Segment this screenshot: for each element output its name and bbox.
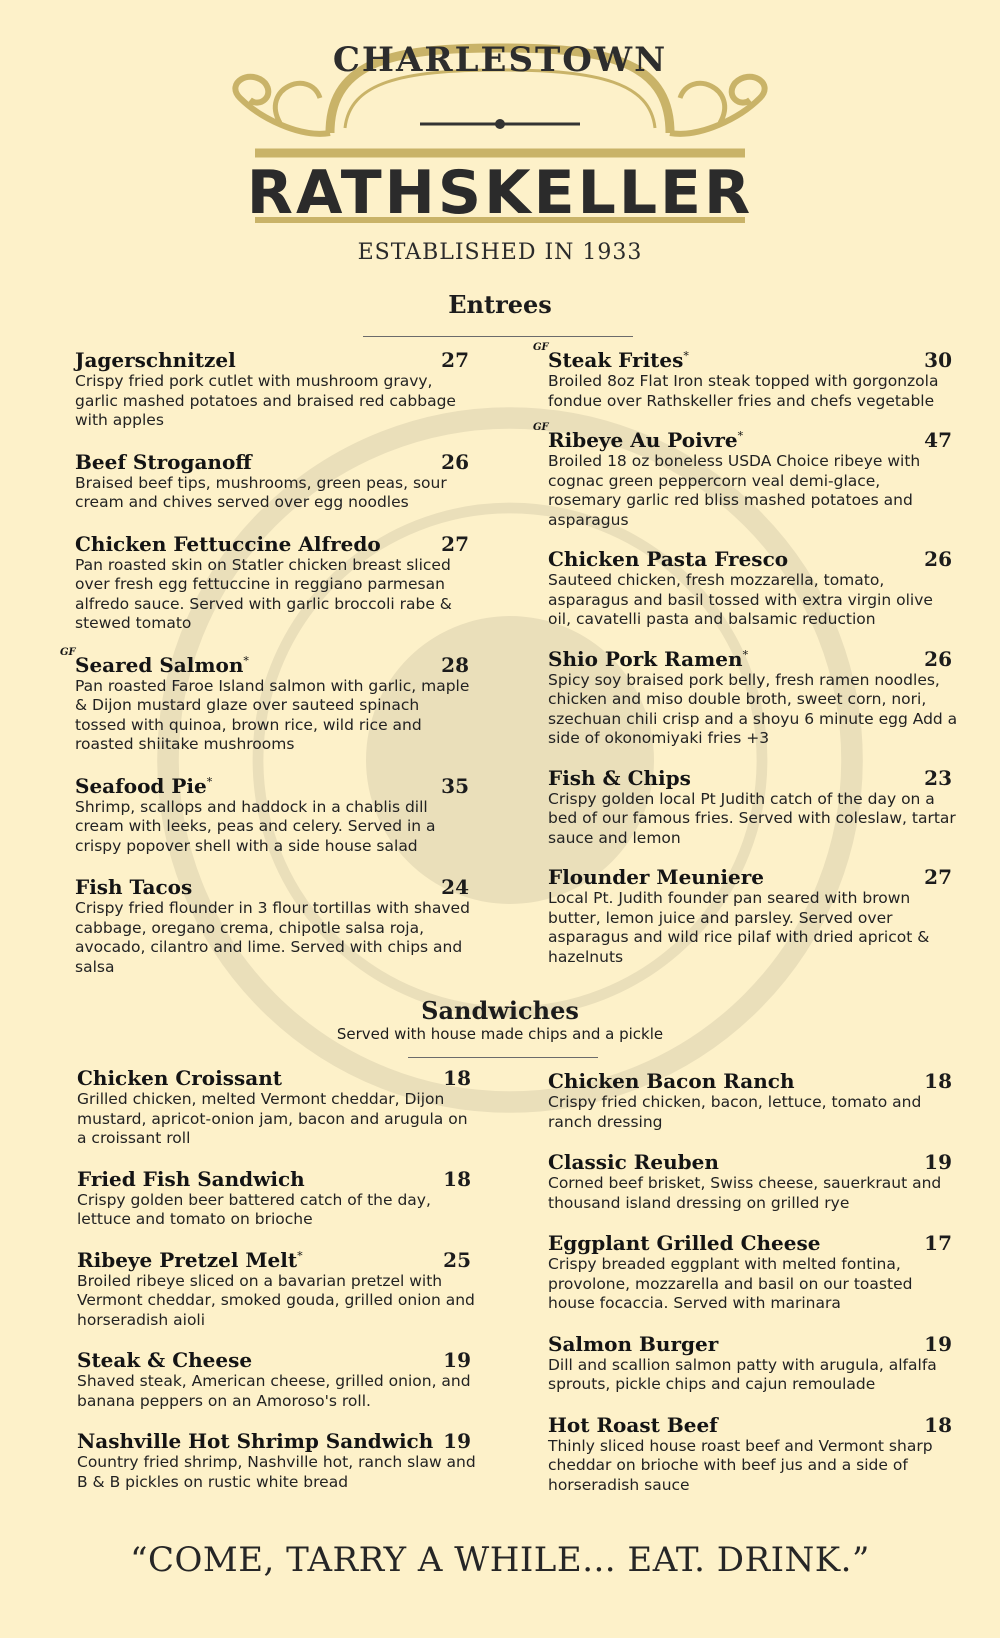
menu-item-price: 25 xyxy=(443,1247,471,1272)
menu-item-header xyxy=(77,1066,477,1090)
entrees-left-column xyxy=(60,348,475,977)
logo xyxy=(0,0,1000,280)
menu-item-header xyxy=(75,348,475,372)
menu-item-price: 18 xyxy=(924,1412,952,1437)
menu-item-price: 26 xyxy=(441,449,469,474)
menu-item-header xyxy=(75,774,475,798)
menu-item-description: Crispy fried pork cutlet with mushroom gravy, garlic mashed potatoes and braised red cabbage with apples xyxy=(75,372,456,429)
menu-item xyxy=(75,532,475,634)
menu-item-header xyxy=(75,875,475,899)
menu-item-description: Corned beef brisket, Swiss cheese, sauerkraut and thousand island dressing on grilled rye xyxy=(548,1174,942,1212)
menu-item xyxy=(77,1429,477,1492)
entrees-right-column xyxy=(533,342,958,967)
menu-item-price: 19 xyxy=(443,1429,471,1453)
sandwiches-divider xyxy=(408,1057,598,1058)
menu-item-name-text: Shio Pork Ramen xyxy=(548,646,743,671)
menu-item-name xyxy=(60,646,249,677)
menu-item-description: Crispy golden local Pt Judith catch of the day on a bed of our famous fries. Served with coleslaw, tartar sauce and lemon xyxy=(548,789,956,847)
menu-item-price: 47 xyxy=(924,428,952,452)
menu-item xyxy=(548,1231,958,1314)
menu-item-header xyxy=(548,547,958,571)
menu-item-price: 19 xyxy=(443,1348,471,1372)
menu-item-name xyxy=(548,1150,719,1174)
menu-item-description: Crispy breaded eggplant with melted fontina, provolone, mozzarella and basil on our toasted house focaccia. Served with marinara xyxy=(548,1255,913,1312)
menu-item xyxy=(77,1248,477,1331)
entrees-title: Entrees xyxy=(448,290,552,319)
sandwiches-title: Sandwiches xyxy=(421,996,579,1025)
menu-item-name-text: Steak & Cheese xyxy=(77,1348,253,1372)
menu-item-header xyxy=(75,450,475,474)
sandwiches-subtitle: Served with house made chips and a pickle xyxy=(336,1025,664,1043)
menu-item-header xyxy=(77,1248,477,1272)
menu-item xyxy=(75,774,475,857)
menu-item-name xyxy=(548,647,748,671)
menu-item xyxy=(533,342,958,411)
menu-item-name-text: Chicken Croissant xyxy=(77,1066,282,1090)
menu-item-name xyxy=(75,450,252,474)
menu-item-name-text: Steak Frites xyxy=(548,348,684,372)
menu-item xyxy=(548,766,958,849)
entrees-divider xyxy=(363,336,633,337)
menu-item-name-text: Ribeye Pretzel Melt xyxy=(77,1247,298,1272)
menu-item-name-text: Fried Fish Sandwich xyxy=(77,1166,305,1191)
raw-warning-asterisk: * xyxy=(737,429,744,443)
menu-item-description: Pan roasted Faroe Island salmon with garlic, maple & Dijon mustard glaze over sauteed spinach tossed with quinoa, brown rice, wild rice and roasted shiitake mushrooms xyxy=(75,676,470,753)
menu-item-description: Dill and scallion salmon patty with arugula, alfalfa sprouts, pickle chips and cajun remoulade xyxy=(548,1355,937,1393)
menu-item-name-text: Fish & Chips xyxy=(548,765,691,790)
menu-item-name-text: Seared Salmon xyxy=(75,652,244,677)
menu-item-header xyxy=(548,865,958,889)
menu-item xyxy=(60,646,475,755)
menu-item-name xyxy=(75,532,381,556)
menu-item-price: 28 xyxy=(441,652,469,677)
menu-item-price: 23 xyxy=(924,765,952,790)
gluten-free-badge: GF xyxy=(533,342,549,353)
raw-warning-asterisk: * xyxy=(297,1248,303,1262)
menu-item xyxy=(75,875,475,977)
menu-item-price: 24 xyxy=(441,875,469,899)
menu-item-price: 30 xyxy=(924,348,952,372)
menu-item-price: 18 xyxy=(924,1069,952,1093)
menu-item-header xyxy=(548,766,958,790)
menu-item-name-text: Ribeye Au Poivre xyxy=(548,428,738,452)
menu-item-name xyxy=(533,342,689,372)
menu-item-name-text: Hot Roast Beef xyxy=(548,1412,718,1437)
menu-item-name xyxy=(548,1069,795,1093)
menu-item-price: 18 xyxy=(443,1066,471,1090)
menu-item-name xyxy=(548,1231,820,1255)
menu-item xyxy=(533,422,958,530)
menu-item-name-text: Flounder Meuniere xyxy=(548,865,764,889)
menu-item xyxy=(548,1332,958,1395)
menu-item-header xyxy=(548,1332,958,1356)
menu-item-name-text: Salmon Burger xyxy=(548,1331,719,1356)
menu-item-header xyxy=(548,647,958,671)
menu-item-description: Shaved steak, American cheese, grilled onion, and banana peppers on an Amoroso's roll. xyxy=(77,1372,471,1410)
menu-item xyxy=(77,1348,477,1411)
menu-item-name-text: Eggplant Grilled Cheese xyxy=(548,1231,821,1255)
menu-item-name xyxy=(77,1248,303,1272)
menu-item-name xyxy=(77,1167,305,1191)
menu-item-header xyxy=(548,1150,958,1174)
menu-item-description: Local Pt. Judith founder pan seared with brown butter, lemon juice and parsley. Served over asparagus and wild rice pilaf with dried apricot & hazelnuts xyxy=(548,889,930,966)
menu-item-header xyxy=(77,1348,477,1372)
menu-item-name xyxy=(75,348,236,372)
menu-item-price: 18 xyxy=(443,1166,471,1191)
menu-item xyxy=(548,1413,958,1496)
menu-item-description: Pan roasted skin on Statler chicken breast sliced over fresh egg fettuccine in reggiano parmesan alfredo sauce. Served with garlic broccoli rabe & stewed tomato xyxy=(75,555,452,632)
menu-item-description: Crispy fried chicken, bacon, lettuce, tomato and ranch dressing xyxy=(548,1093,922,1131)
menu-item-name xyxy=(548,547,788,571)
menu-item-price: 19 xyxy=(924,1331,952,1356)
menu-item-header xyxy=(77,1167,477,1191)
menu-item-header xyxy=(548,1069,958,1093)
menu-item-name xyxy=(75,774,212,798)
menu-item-description: Broiled ribeye sliced on a bavarian pretzel with Vermont cheddar, smoked gouda, grilled onion and horseradish aioli xyxy=(77,1271,475,1329)
raw-warning-asterisk: * xyxy=(742,647,749,661)
menu-item-description: Sauteed chicken, fresh mozzarella, tomato, asparagus and basil tossed with extra virgin olive oil, cavatelli pasta and balsamic reduction xyxy=(548,571,933,628)
menu-item-name-text: Seafood Pie xyxy=(75,773,207,798)
menu-item-header xyxy=(548,1413,958,1437)
menu-item-price: 26 xyxy=(924,646,952,671)
menu-item-description: Broiled 8oz Flat Iron steak topped with gorgonzola fondue over Rathskeller fries and chefs vegetable xyxy=(548,372,939,410)
menu-item-name xyxy=(75,875,192,899)
menu-item-name xyxy=(548,766,691,790)
menu-item xyxy=(75,348,475,431)
menu-item-name xyxy=(77,1066,282,1090)
gluten-free-badge: GF xyxy=(60,646,76,658)
menu-item-header xyxy=(75,532,475,556)
menu-item xyxy=(548,1069,958,1132)
established-text: ESTABLISHED IN 1933 xyxy=(357,240,643,265)
raw-warning-asterisk: * xyxy=(683,349,689,363)
menu-item-price: 19 xyxy=(924,1150,952,1174)
sandwiches-right-column xyxy=(548,1069,958,1495)
menu-item-header xyxy=(533,342,958,372)
menu-item-price: 17 xyxy=(924,1231,952,1255)
raw-warning-asterisk: * xyxy=(206,774,213,788)
menu-item-name-text: Jagerschnitzel xyxy=(75,348,236,372)
menu-item-description: Thinly sliced house roast beef and Vermont sharp cheddar on brioche with beef jus and a side of horseradish sauce xyxy=(548,1436,933,1494)
menu-item-header xyxy=(533,422,958,452)
menu-item-name-text: Chicken Bacon Ranch xyxy=(548,1069,795,1093)
menu-item-description: Crispy golden beer battered catch of the day, lettuce and tomato on brioche xyxy=(77,1190,431,1228)
menu-item-description: Country fried shrimp, Nashville hot, ranch slaw and B & B pickles on rustic white bread xyxy=(77,1453,476,1491)
brand-top-text: CHARLESTOWN xyxy=(332,40,668,80)
menu-item-price: 27 xyxy=(441,531,469,556)
menu-item xyxy=(77,1167,477,1230)
menu-item-name xyxy=(533,422,744,452)
footer-tagline: “COME, TARRY A WHILE... EAT. DRINK.” xyxy=(130,1540,870,1580)
menu-item-name-text: Nashville Hot Shrimp Sandwich xyxy=(77,1429,434,1453)
menu-item-description: Shrimp, scallops and haddock in a chablis dill cream with leeks, peas and celery. Served in a crispy popover shell with a side house salad xyxy=(75,797,436,855)
menu-item-price: 26 xyxy=(924,547,952,571)
menu-item-name-text: Fish Tacos xyxy=(75,875,193,899)
menu-item-name-text: Chicken Pasta Fresco xyxy=(548,547,789,571)
menu-item-description: Braised beef tips, mushrooms, green peas, sour cream and chives served over egg noodles xyxy=(75,473,447,511)
menu-item xyxy=(548,547,958,630)
menu-item-price: 27 xyxy=(924,865,952,889)
menu-item-description: Spicy soy braised pork belly, fresh ramen noodles, chicken and miso double broth, sweet corn, nori, szechuan chili crisp and a shoyu 6 minute egg Add a side of okonomiyaki fries +3 xyxy=(548,670,958,747)
menu-item-name xyxy=(77,1429,433,1453)
menu-item xyxy=(77,1066,477,1149)
menu-item-header xyxy=(548,1231,958,1255)
menu-item-description: Crispy fried flounder in 3 flour tortillas with shaved cabbage, oregano crema, chipotle salsa roja, avocado, cilantro and lime. Served with chips and salsa xyxy=(75,899,470,976)
menu-item-name xyxy=(77,1348,252,1372)
menu-item-description: Grilled chicken, melted Vermont cheddar, Dijon mustard, apricot-onion jam, bacon and arugula on a croissant roll xyxy=(77,1090,468,1147)
menu-item-name xyxy=(548,1413,718,1437)
menu-item xyxy=(548,865,958,967)
brand-name: RATHSKELLER xyxy=(246,158,754,228)
menu-item-name xyxy=(548,1332,718,1356)
menu-item-header xyxy=(77,1429,477,1453)
gluten-free-badge: GF xyxy=(533,422,549,433)
menu-item xyxy=(548,647,958,749)
menu-item-name xyxy=(548,865,764,889)
menu-item-price: 27 xyxy=(441,348,469,372)
menu-item-price: 35 xyxy=(441,773,469,798)
sandwiches-left-column xyxy=(77,1066,477,1492)
menu-item-header xyxy=(60,646,475,677)
menu-item-name-text: Classic Reuben xyxy=(548,1150,719,1174)
menu-item xyxy=(548,1150,958,1213)
menu-item-description: Broiled 18 oz boneless USDA Choice ribeye with cognac green peppercorn veal demi-glace, rosemary garlic red bliss mashed potatoes and asparagus xyxy=(548,452,921,529)
menu-item-name-text: Beef Stroganoff xyxy=(75,449,252,474)
menu-item-name-text: Chicken Fettuccine Alfredo xyxy=(75,531,381,556)
raw-warning-asterisk: * xyxy=(243,653,249,667)
menu-item xyxy=(75,450,475,513)
